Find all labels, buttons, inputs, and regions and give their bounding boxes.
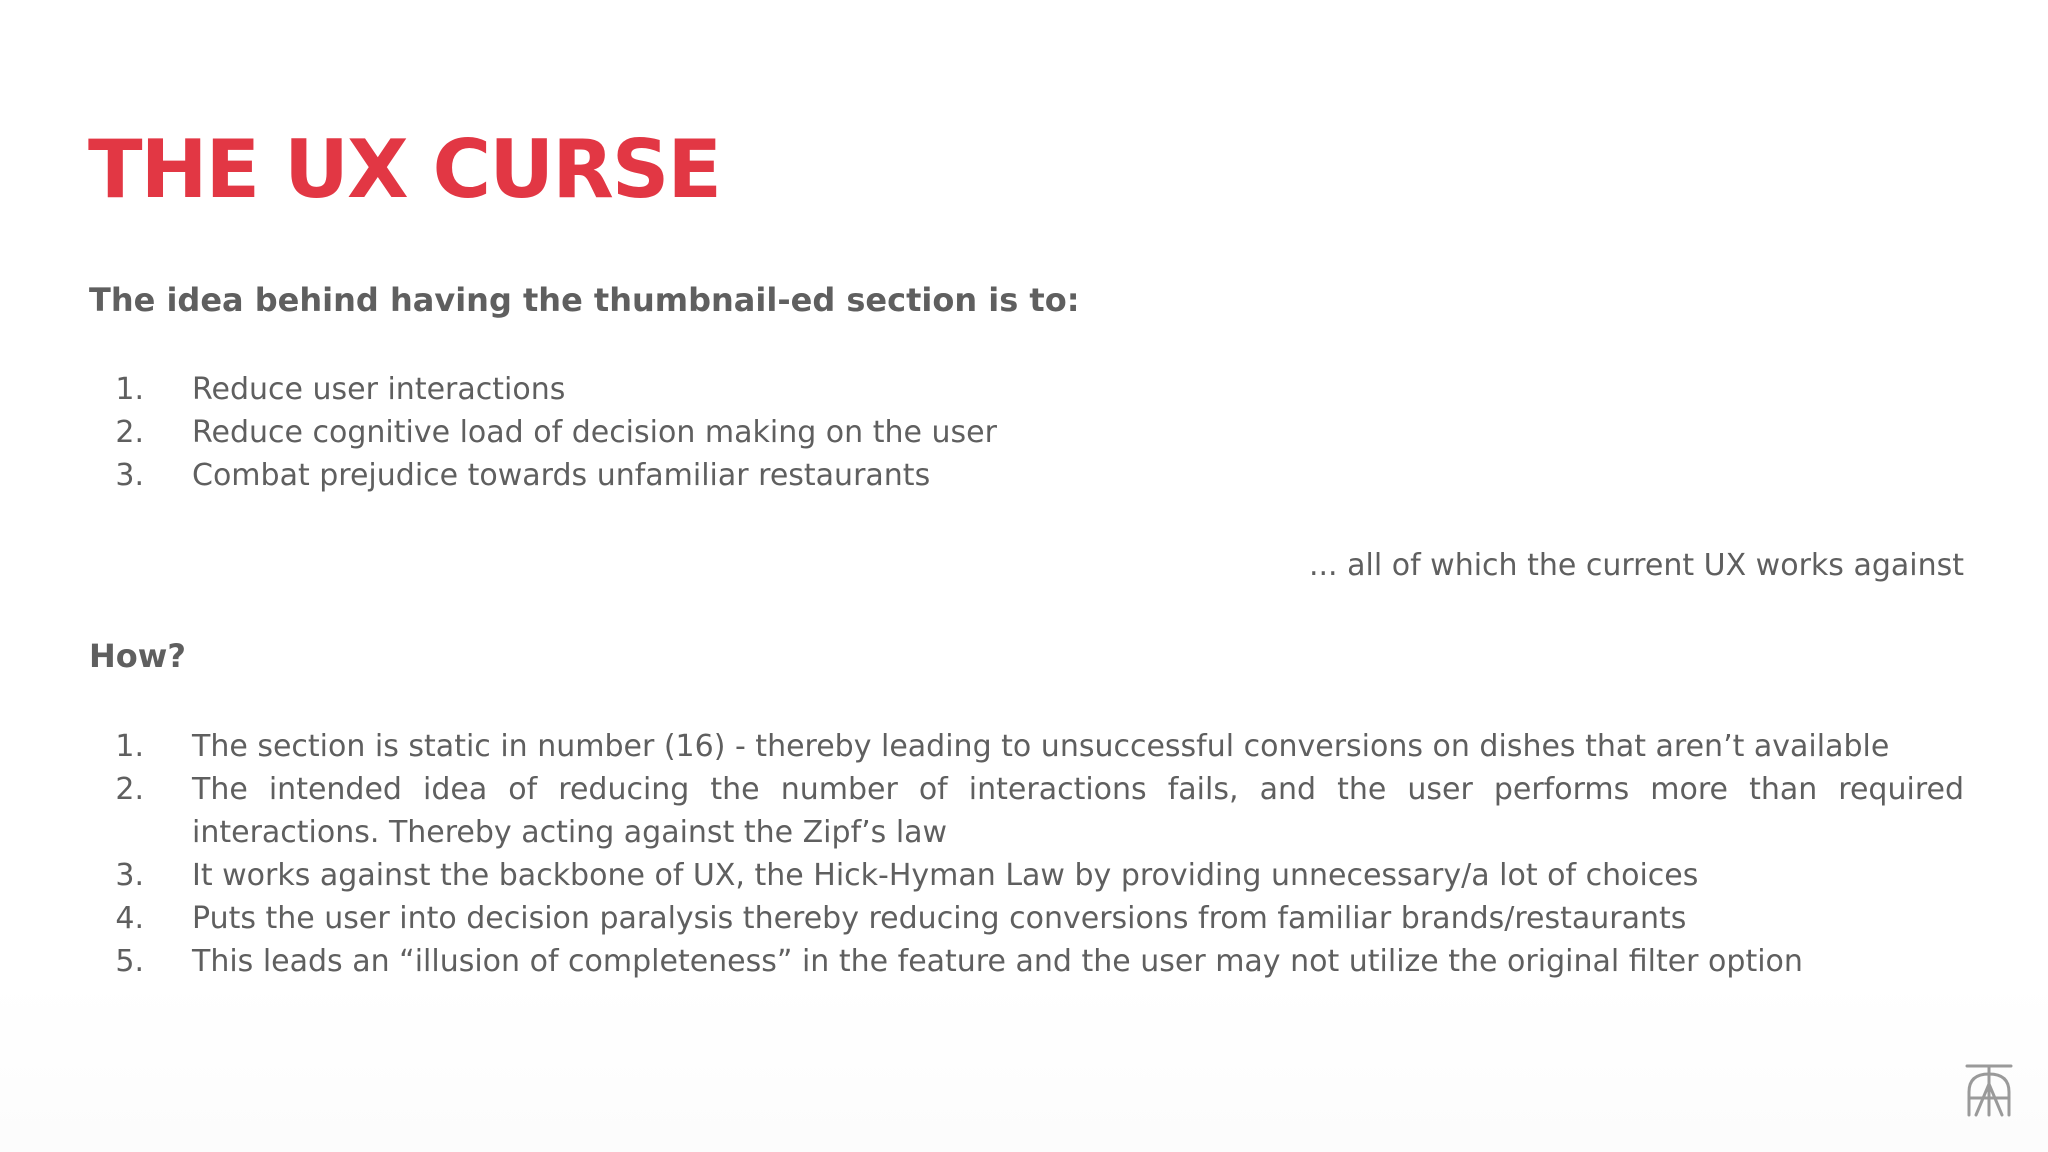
list-number: 5. xyxy=(115,944,144,979)
list-item xyxy=(104,854,1964,897)
list-number: 3. xyxy=(115,858,144,893)
list-text: The intended idea of reducing the number of interactions fails, and the user performs more than required interactions. Thereby acting against the Zipf’s law xyxy=(192,772,1964,850)
list-text: Combat prejudice towards unfamiliar restaurants xyxy=(192,458,931,493)
list-text: This leads an “illusion of completeness” in the feature and the user may not utilize the original filter option xyxy=(192,944,1803,979)
how-list xyxy=(104,725,1964,983)
list-item xyxy=(104,940,1964,983)
list-item xyxy=(104,368,1964,411)
slide-title: THE UX CURSE xyxy=(88,123,721,216)
trailing-note: ... all of which the current UX works against xyxy=(1308,548,1964,583)
list-item xyxy=(104,725,1964,768)
how-heading: How? xyxy=(89,637,186,675)
list-item xyxy=(104,411,1964,454)
list-text: The section is static in number (16) - thereby leading to unsuccessful conversions on dishes that aren’t available xyxy=(192,729,1890,764)
list-text: It works against the backbone of UX, the Hick-Hyman Law by providing unnecessary/a lot of choices xyxy=(192,858,1699,893)
monogram-logo-icon xyxy=(1964,1062,2014,1118)
list-number: 2. xyxy=(115,772,144,807)
list-number: 1. xyxy=(115,729,144,764)
list-text: Puts the user into decision paralysis thereby reducing conversions from familiar brands/restaurants xyxy=(192,901,1687,936)
list-item xyxy=(104,897,1964,940)
list-item xyxy=(104,768,1964,854)
list-number: 2. xyxy=(115,415,144,450)
intro-lead: The idea behind having the thumbnail-ed section is to: xyxy=(89,281,1080,319)
list-number: 4. xyxy=(115,901,144,936)
intro-list xyxy=(104,368,1964,497)
list-number: 1. xyxy=(115,372,144,407)
list-text: Reduce cognitive load of decision making on the user xyxy=(192,415,997,450)
list-item xyxy=(104,454,1964,497)
list-text: Reduce user interactions xyxy=(192,372,566,407)
list-number: 3. xyxy=(115,458,144,493)
